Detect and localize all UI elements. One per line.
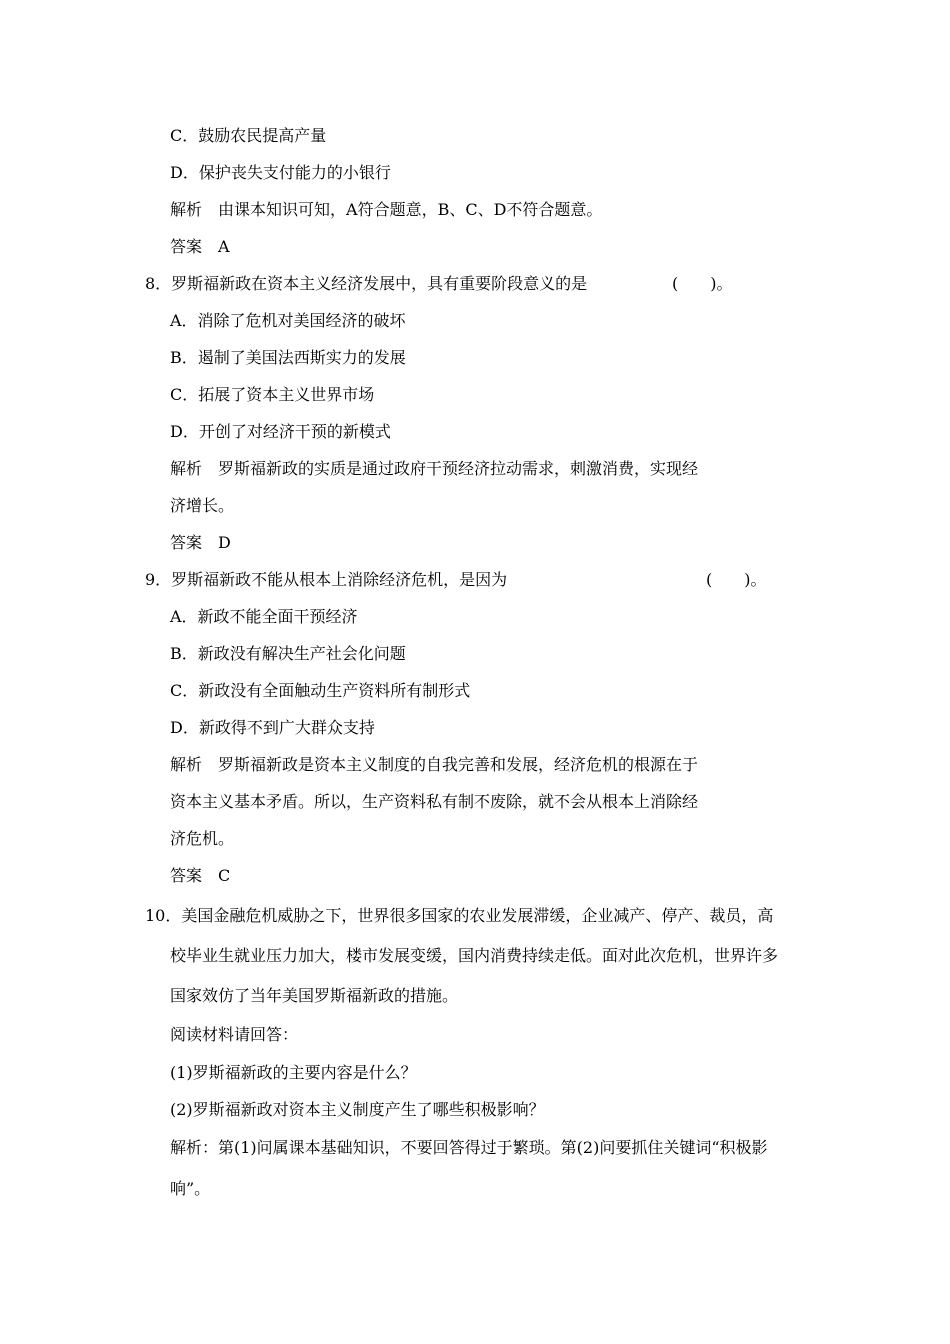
q10-analysis-cont: 响”。 [170, 1179, 211, 1198]
analysis-label: 解析 [170, 459, 203, 478]
q7-answer [170, 236, 230, 258]
q10-analysis: 解析：第(1)问属课本基础知识，不要回答得过于繁琐。第(2)问要抓住关键词“积极影 [170, 1138, 768, 1157]
answer-value: C [218, 866, 231, 885]
q8-option-d: D．开创了对经济干预的新模式 [170, 422, 391, 441]
q9-analysis-cont-2: 济危机。 [170, 829, 235, 848]
analysis-label: 解析 [170, 755, 203, 774]
answer-label: 答案 [170, 533, 203, 552]
analysis-text: 罗斯福新政是资本主义制度的自我完善和发展，经济危机的根源在于 [218, 755, 699, 774]
q8-analysis [170, 458, 698, 480]
q10-instruction: 阅读材料请回答： [170, 1025, 299, 1044]
q8-answer [170, 532, 231, 554]
q8-option-b: B．遏制了美国法西斯实力的发展 [170, 348, 406, 367]
q7-option-d: D．保护丧失支付能力的小银行 [170, 163, 391, 182]
q10-stem-line-1: 10．美国金融危机威胁之下，世界很多国家的农业发展滞缓，企业减产、停产、裁员，高 [145, 906, 774, 925]
answer-label: 答案 [170, 237, 203, 256]
q9-answer [170, 865, 230, 887]
q9-option-c: C．新政没有全面触动生产资料所有制形式 [170, 681, 471, 700]
q9-answer-blank: ( )。 [706, 570, 767, 589]
answer-label: 答案 [170, 866, 203, 885]
q7-option-c: C．鼓励农民提高产量 [170, 126, 327, 145]
q9-stem: 9．罗斯福新政不能从根本上消除经济危机，是因为 [145, 570, 508, 589]
q10-stem-line-3: 国家效仿了当年美国罗斯福新政的措施。 [170, 986, 459, 1005]
q8-answer-blank: ( )。 [672, 274, 733, 293]
answer-value: D [218, 533, 231, 552]
q8-analysis-cont: 济增长。 [170, 496, 235, 515]
q7-analysis [170, 199, 602, 221]
answer-value: A [218, 237, 230, 256]
q10-subquestion-1: (1)罗斯福新政的主要内容是什么？ [170, 1063, 417, 1082]
q8-option-c: C．拓展了资本主义世界市场 [170, 385, 375, 404]
q9-option-b: B．新政没有解决生产社会化问题 [170, 644, 406, 663]
q9-option-d: D．新政得不到广大群众支持 [170, 718, 375, 737]
q8-stem: 8．罗斯福新政在资本主义经济发展中，具有重要阶段意义的是 [145, 274, 588, 293]
q9-analysis-cont-1: 资本主义基本矛盾。所以，生产资料私有制不废除，就不会从根本上消除经 [170, 792, 699, 811]
analysis-text: 由课本知识可知，A符合题意，B、C、D不符合题意。 [218, 200, 603, 219]
q9-analysis [170, 754, 698, 776]
q10-subquestion-2: (2)罗斯福新政对资本主义制度产生了哪些积极影响？ [170, 1100, 545, 1119]
analysis-label: 解析 [170, 200, 203, 219]
q8-option-a: A．消除了危机对美国经济的破坏 [170, 311, 406, 330]
analysis-text: 罗斯福新政的实质是通过政府干预经济拉动需求，刺激消费，实现经 [218, 459, 699, 478]
q10-stem-line-2: 校毕业生就业压力加大，楼市发展变缓，国内消费持续走低。面对此次危机，世界许多 [170, 946, 779, 965]
q9-option-a: A．新政不能全面干预经济 [170, 607, 358, 626]
